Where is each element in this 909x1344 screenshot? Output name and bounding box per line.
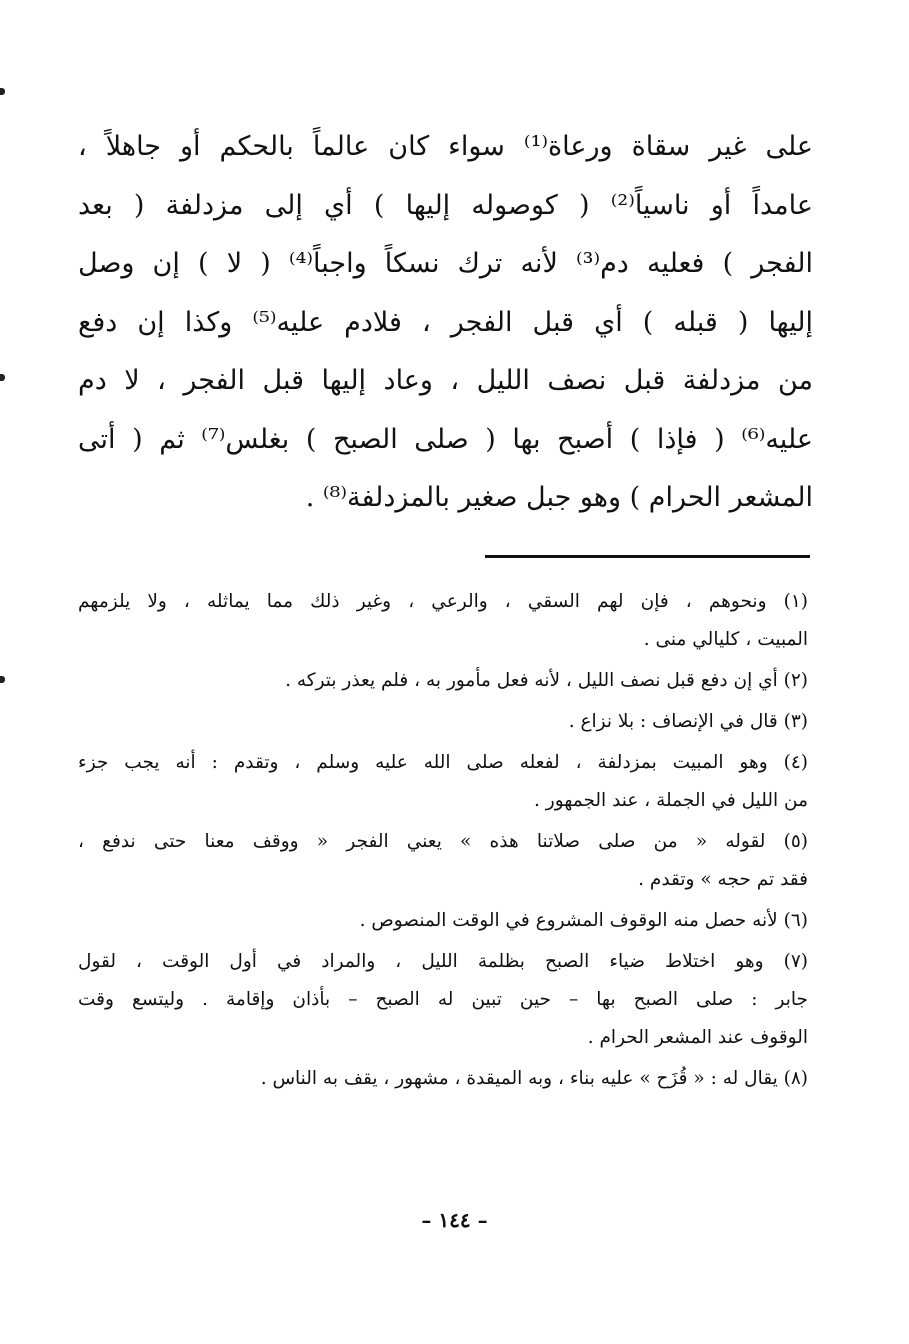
margin-mark: [0, 88, 5, 95]
footnote-line: جابر : صلى الصبح بها – حين تبين له الصبح – بأذان وإقامة . وليتسع وقت: [78, 989, 808, 1010]
footnotes: [78, 583, 808, 1101]
main-text-line: المشعر الحرام ) وهو جبل صغير بالمزدلفة⁽⁸⁾ .: [305, 482, 813, 513]
footnote-line: (٢) أي إن دفع قبل نصف الليل ، لأنه فعل مأمور به ، فلم يعذر بتركه .: [285, 670, 808, 691]
footnote: [78, 662, 808, 700]
main-text-line: إليها ( قبله ) أي قبل الفجر ، فلادم عليه⁽⁵⁾ وكذا إن دفع: [78, 306, 813, 338]
footnote: [78, 583, 808, 659]
footnote-line: من الليل في الجملة ، عند الجمهور .: [534, 790, 808, 811]
footnote-line: (٨) يقال له : « قُزَح » عليه بناء ، وبه الميقدة ، مشهور ، يقف به الناس .: [260, 1068, 808, 1089]
footnote-line: فقد تم حجه » وتقدم .: [638, 869, 808, 890]
main-text-line: عامداً أو ناسياً⁽²⁾ ( كوصوله إليها ) أي إلى مزدلفة ( بعد: [78, 189, 813, 221]
main-text-line: الفجر ) فعليه دم⁽³⁾ لأنه ترك نسكاً واجباً⁽⁴⁾ ( لا ) إن وصل: [78, 248, 813, 279]
footnote: [78, 703, 808, 741]
footnote-separator: [485, 555, 810, 558]
main-text-line: عليه⁽⁶⁾ ( فإذا ) أصبح بها ( صلى الصبح ) بغلس⁽⁷⁾ ثم ( أتى: [78, 423, 813, 455]
footnote-line: (٦) لأنه حصل منه الوقوف المشروع في الوقت المنصوص .: [359, 910, 808, 931]
footnote: [78, 943, 808, 1057]
footnote-line: (٤) وهو المبيت بمزدلفة ، لفعله صلى الله عليه وسلم ، وتقدم : أنه يجب جزء: [78, 752, 808, 773]
footnote: [78, 744, 808, 820]
footnote-line: (٧) وهو اختلاط ضياء الصبح بظلمة الليل ، والمراد في أول الوقت ، لقول: [78, 951, 808, 972]
main-text-line: من مزدلفة قبل نصف الليل ، وعاد إليها قبل الفجر ، لا دم: [78, 365, 813, 396]
footnote-line: (٣) قال في الإنصاف : بلا نزاع .: [568, 711, 808, 732]
footnote-line: (١) ونحوهم ، فإن لهم السقي ، والرعي ، وغير ذلك مما يماثله ، ولا يلزمهم: [78, 591, 808, 612]
page-number: – ١٤٤ –: [421, 1208, 488, 1232]
footnote-line: الوقوف عند المشعر الحرام .: [587, 1027, 808, 1048]
footnote-line: (٥) لقوله « من صلى صلاتنا هذه » يعني الفجر « ووقف معنا حتى ندفع ،: [78, 831, 808, 852]
footnote: [78, 902, 808, 940]
margin-mark: [0, 676, 5, 683]
main-text-line: على غير سقاة ورعاة⁽¹⁾ سواء كان عالماً بالحكم أو جاهلاً ،: [78, 131, 813, 162]
margin-mark: [0, 374, 5, 381]
footnote: [78, 823, 808, 899]
footnote-line: المبيت ، كليالي منى .: [643, 629, 808, 650]
footnote: [78, 1060, 808, 1098]
main-text: [78, 118, 813, 528]
